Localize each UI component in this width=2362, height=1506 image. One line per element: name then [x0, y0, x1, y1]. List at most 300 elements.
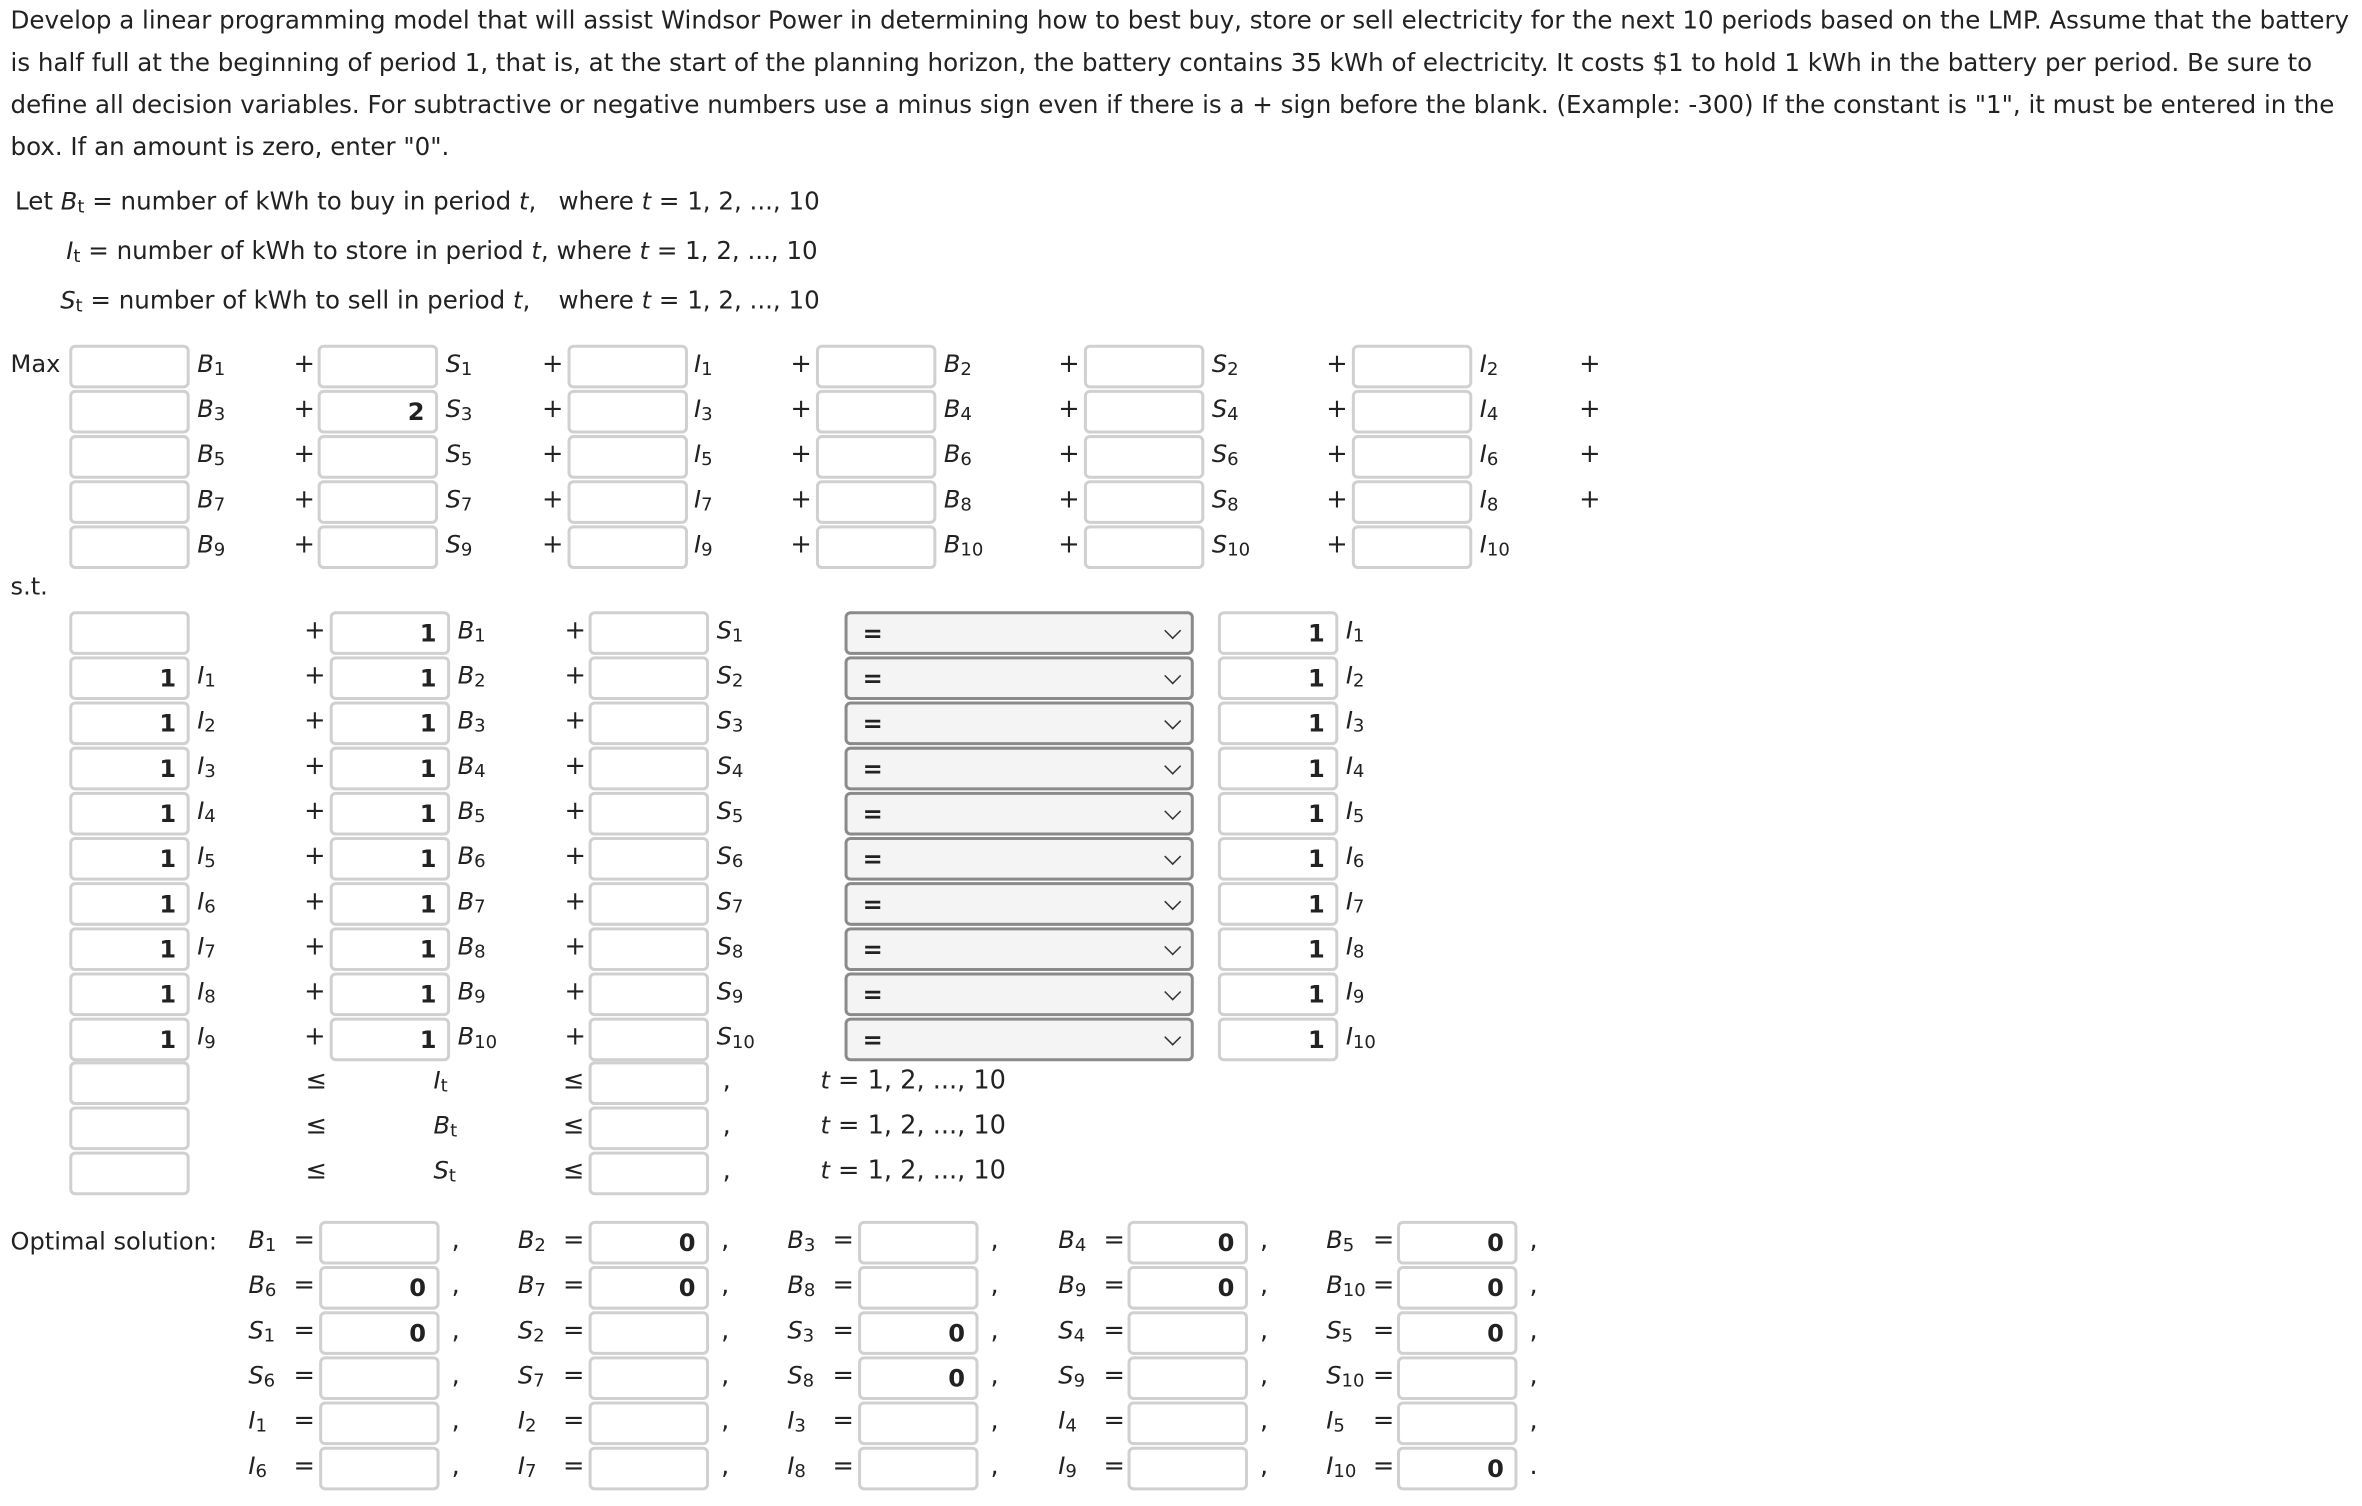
variable-label: $I_6$: [1479, 439, 1499, 470]
equals-sign: =: [1372, 1225, 1395, 1256]
solution-value-input[interactable]: 0: [319, 1311, 439, 1355]
period-var: t: [820, 1065, 830, 1095]
let-label: Let: [15, 186, 53, 216]
plus-sign: +: [790, 394, 812, 425]
constraint-sell-coef[interactable]: [589, 882, 709, 926]
objective-coef-input[interactable]: [568, 390, 688, 434]
equals-sign: =: [1372, 1406, 1395, 1437]
equals-sign: =: [293, 1451, 316, 1482]
variable-label: $I_1$: [1345, 615, 1365, 646]
relation-dropdown[interactable]: [845, 656, 1194, 700]
plus-sign: +: [293, 529, 316, 561]
objective-coef-input[interactable]: [816, 480, 936, 524]
variable-label: $B_6$: [943, 439, 972, 470]
constraint-buy-coef[interactable]: 1: [330, 927, 450, 971]
comma: ,: [1529, 1315, 1538, 1346]
variable-label: $I_3$: [197, 751, 216, 782]
comma: ,: [990, 1451, 999, 1482]
constraint-sell-coef[interactable]: [589, 837, 709, 881]
solution-value-input[interactable]: [319, 1356, 439, 1400]
equals-sign: =: [563, 1225, 585, 1256]
variable-label: $S_2$: [517, 1315, 545, 1346]
chevron-down-icon: [1164, 938, 1181, 955]
solution-value-input[interactable]: 0: [589, 1266, 709, 1310]
range-text: = 1, 2, ..., 10: [829, 1110, 1006, 1142]
solution-value-input[interactable]: [858, 1402, 978, 1446]
relation-dropdown[interactable]: [845, 927, 1194, 971]
relation-value: =: [862, 618, 883, 648]
equals-sign: =: [1372, 1270, 1395, 1301]
constraint-buy-coef[interactable]: 1: [330, 792, 450, 836]
variable-label: $I_7$: [197, 931, 216, 962]
objective-coef-input[interactable]: [568, 525, 688, 569]
objective-coef-input[interactable]: [318, 480, 438, 524]
objective-coef-input[interactable]: [816, 345, 936, 389]
comma: ,: [722, 1065, 731, 1096]
objective-coef-input[interactable]: [1084, 345, 1204, 389]
objective-coef-input[interactable]: 2: [318, 390, 438, 434]
variable-label: $B_1$: [197, 349, 226, 380]
plus-sign: +: [1326, 484, 1348, 515]
variable-label: $S_{10}$: [1326, 1360, 1365, 1391]
solution-value-input[interactable]: [319, 1447, 439, 1491]
constraint-inventory-coef[interactable]: [69, 611, 189, 655]
objective-coef-input[interactable]: [1352, 525, 1472, 569]
constraint-rhs-coef[interactable]: 1: [1218, 837, 1338, 881]
constraint-sell-coef[interactable]: [589, 927, 709, 971]
variable-label: $S_6$: [716, 841, 744, 872]
objective-coef-input[interactable]: [816, 525, 936, 569]
solution-value-input[interactable]: [1397, 1402, 1517, 1446]
equals-sign: =: [1372, 1360, 1395, 1391]
variable-label: $B_{10}$: [943, 529, 984, 561]
chevron-down-icon: [1164, 622, 1181, 639]
range-text: = 1, 2, ..., 10: [829, 1065, 1006, 1096]
variable-label: $S_7$: [517, 1360, 545, 1391]
plus-sign: +: [1058, 529, 1080, 561]
objective-coef-input[interactable]: [69, 525, 189, 569]
objective-coef-input[interactable]: [1084, 525, 1204, 569]
variable-label: $B_6$: [457, 841, 486, 872]
comma: ,: [1260, 1270, 1269, 1301]
constraint-inventory-coef[interactable]: 1: [69, 792, 189, 836]
solution-value-input[interactable]: [1128, 1402, 1248, 1446]
equals-sign: =: [1103, 1225, 1125, 1256]
objective-coef-input[interactable]: [568, 480, 688, 524]
variable-label: $S_3$: [716, 706, 744, 737]
variable-label: $I_7$: [1345, 886, 1365, 917]
variable-label: $I_9$: [1345, 977, 1365, 1008]
less-equal-sign: ≤: [563, 1110, 585, 1142]
constraint-buy-coef[interactable]: 1: [330, 972, 450, 1016]
relation-dropdown[interactable]: [845, 611, 1194, 655]
solution-value-input[interactable]: 0: [1397, 1311, 1517, 1355]
plus-sign: +: [541, 529, 564, 561]
variable-label: $B_5$: [197, 439, 226, 470]
constraint-rhs-coef[interactable]: 1: [1218, 656, 1338, 700]
bound-lower-input[interactable]: [69, 1152, 189, 1196]
objective-coef-input[interactable]: [69, 480, 189, 524]
plus-sign: +: [1579, 484, 1601, 515]
variable-label: $B_5$: [1326, 1225, 1355, 1256]
definition-sell-text: = number of kWh to sell in period: [90, 286, 506, 315]
constraint-sell-coef[interactable]: [589, 972, 709, 1016]
plus-sign: +: [304, 1022, 326, 1053]
constraint-rhs-coef[interactable]: 1: [1218, 702, 1338, 746]
variable-label: $B_t$: [433, 1110, 458, 1142]
plus-sign: +: [564, 841, 586, 872]
range-text: = 1, 2, ..., 10: [658, 286, 820, 315]
variable-label: $S_1$: [716, 615, 744, 646]
plus-sign: +: [1326, 439, 1348, 470]
solution-value-input[interactable]: [1397, 1356, 1517, 1400]
objective-label: Max: [10, 349, 61, 378]
equals-sign: =: [832, 1406, 854, 1437]
solution-value-input[interactable]: [1128, 1356, 1248, 1400]
plus-sign: +: [541, 439, 564, 470]
equals-sign: =: [832, 1225, 854, 1256]
variable-label: $I_1$: [197, 660, 216, 691]
plus-sign: +: [304, 796, 326, 827]
constraint-rhs-coef[interactable]: 1: [1218, 882, 1338, 926]
variable-label: $I_4$: [1479, 394, 1499, 425]
plus-sign: +: [564, 931, 586, 962]
relation-dropdown[interactable]: [845, 882, 1194, 926]
less-equal-sign: ≤: [305, 1065, 328, 1096]
definition-sell: $S_t$ = number of kWh to sell in period t,: [60, 286, 531, 317]
relation-dropdown[interactable]: [845, 1018, 1194, 1062]
constraint-buy-coef[interactable]: 1: [330, 611, 450, 655]
objective-coef-input[interactable]: [318, 525, 438, 569]
variable-label: $I_1$: [248, 1406, 267, 1437]
variable-label: $S_9$: [716, 977, 744, 1008]
equals-sign: =: [563, 1315, 585, 1346]
comma: ,: [1529, 1270, 1538, 1301]
constraint-sell-coef[interactable]: [589, 1018, 709, 1062]
variable-label: $B_4$: [943, 394, 972, 425]
period-var: t: [513, 286, 523, 315]
constraint-inventory-coef[interactable]: 1: [69, 747, 189, 791]
variable-label: $B_3$: [457, 706, 486, 737]
variable-label: $I_{10}$: [1326, 1451, 1357, 1482]
variable-label: $I_9$: [693, 529, 713, 561]
solution-value-input[interactable]: 0: [1397, 1266, 1517, 1310]
definition-store: $I_t$ = number of kWh to store in period t, where t = 1, 2, ..., 10: [66, 236, 818, 267]
variable-label: $S_6$: [248, 1360, 276, 1391]
variable-label: $S_4$: [716, 751, 744, 782]
plus-sign: +: [1579, 349, 1601, 380]
problem-statement: Develop a linear programming model that will assist Windsor Power in determining how to best buy, store or sell electricity for the next 10 periods based on the LMP. Assume that the battery is half full at the beginning of period 1, that is, at the start of the planning horizon, the battery contains 35 kWh of electricity. It costs $1 to hold 1 kWh in the battery per period. Be sure to define all decision variables. For subtractive or negative numbers use a minus sign even if there is a + sign before the blank. (Example: -300) If the constant is "1", it must be entered in the box. If an amount is zero, enter "0".: [10, 6, 2350, 162]
relation-dropdown[interactable]: [845, 702, 1194, 746]
comma: ,: [451, 1360, 460, 1391]
relation-dropdown[interactable]: [845, 837, 1194, 881]
variable-label: $B_9$: [1058, 1270, 1087, 1301]
plus-sign: +: [1058, 349, 1080, 380]
range-text: = 1, 2, ..., 10: [656, 236, 818, 265]
period-var: t: [531, 236, 541, 265]
variable-label: $I_3$: [1345, 706, 1365, 737]
constraint-inventory-coef[interactable]: 1: [69, 927, 189, 971]
solution-value-input[interactable]: [319, 1402, 439, 1446]
constraint-rhs-coef[interactable]: 1: [1218, 972, 1338, 1016]
solution-value-input[interactable]: 0: [1128, 1221, 1248, 1265]
solution-value-input[interactable]: [1128, 1447, 1248, 1491]
equals-sign: =: [832, 1315, 854, 1346]
solution-label: Optimal solution:: [10, 1226, 217, 1256]
solution-value-input[interactable]: [589, 1447, 709, 1491]
constraint-buy-coef[interactable]: 1: [330, 1018, 450, 1062]
variable-label: $B_9$: [457, 977, 486, 1008]
comma: ,: [1260, 1225, 1269, 1256]
definition-buy: Let $B_t$ = number of kWh to buy in period t,: [15, 186, 537, 217]
constraint-sell-coef[interactable]: [589, 792, 709, 836]
equals-sign: =: [293, 1270, 316, 1301]
period: .: [1529, 1451, 1538, 1482]
definition-sell-range: [559, 286, 820, 315]
chevron-down-icon: [1164, 848, 1181, 865]
range-text: = 1, 2, ..., 10: [829, 1156, 1006, 1187]
constraints-label: s.t.: [10, 572, 48, 601]
comma: ,: [990, 1225, 999, 1256]
variable-label: $I_7$: [693, 484, 713, 515]
period-var: t: [820, 1110, 830, 1140]
constraint-sell-coef[interactable]: [589, 702, 709, 746]
constraint-sell-coef[interactable]: [589, 656, 709, 700]
constraint-inventory-coef[interactable]: 1: [69, 972, 189, 1016]
period-var: t: [641, 186, 652, 216]
objective-coef-input[interactable]: [1352, 390, 1472, 434]
variable-label: $I_3$: [787, 1406, 806, 1437]
bound-upper-input[interactable]: [589, 1106, 709, 1150]
constraint-buy-coef[interactable]: 1: [330, 837, 450, 881]
variable-label: $I_3$: [693, 394, 713, 425]
period-range: [820, 1066, 1006, 1096]
equals-sign: =: [832, 1360, 854, 1391]
variable-label: $I_4$: [197, 796, 216, 827]
variable-label: $B_1$: [248, 1225, 277, 1256]
range-text: = 1, 2, ..., 10: [658, 186, 820, 216]
constraint-inventory-coef[interactable]: 1: [69, 837, 189, 881]
chevron-down-icon: [1164, 758, 1181, 775]
variable-label: $I_2$: [517, 1406, 537, 1437]
relation-dropdown[interactable]: [845, 972, 1194, 1016]
variable-label: $S_4$: [1058, 1315, 1086, 1346]
objective-coef-input[interactable]: [568, 435, 688, 479]
comma: ,: [1260, 1315, 1269, 1346]
variable-label: $I_2$: [197, 706, 216, 737]
plus-sign: +: [293, 349, 316, 380]
objective-coef-input[interactable]: [69, 345, 189, 389]
constraint-sell-coef[interactable]: [589, 611, 709, 655]
solution-value-input[interactable]: 0: [589, 1221, 709, 1265]
comma: ,: [990, 1270, 999, 1301]
chevron-down-icon: [1164, 803, 1181, 820]
constraint-buy-coef[interactable]: 1: [330, 656, 450, 700]
objective-coef-input[interactable]: [318, 345, 438, 389]
variable-label: $I_6$: [248, 1451, 267, 1482]
plus-sign: +: [541, 394, 564, 425]
variable-label: $I_5$: [197, 841, 216, 872]
plus-sign: +: [1058, 394, 1080, 425]
equals-sign: =: [1103, 1451, 1125, 1482]
variable-label: $B_2$: [517, 1225, 546, 1256]
plus-sign: +: [790, 349, 812, 380]
constraint-rhs-coef[interactable]: 1: [1218, 792, 1338, 836]
equals-sign: =: [1103, 1406, 1125, 1437]
constraint-buy-coef[interactable]: 1: [330, 882, 450, 926]
definition-buy-range: [559, 187, 820, 216]
plus-sign: +: [304, 615, 326, 646]
less-equal-sign: ≤: [563, 1156, 585, 1187]
comma: ,: [721, 1451, 730, 1482]
chevron-down-icon: [1164, 1029, 1181, 1046]
bound-upper-input[interactable]: [589, 1152, 709, 1196]
solution-value-input[interactable]: 0: [1397, 1447, 1517, 1491]
variable-label: $S_8$: [1211, 484, 1239, 515]
bound-lower-input[interactable]: [69, 1106, 189, 1150]
variable-label: $I_5$: [1345, 796, 1365, 827]
solution-value-input[interactable]: [858, 1221, 978, 1265]
variable-label: $S_2$: [716, 660, 744, 691]
objective-coef-input[interactable]: [1352, 480, 1472, 524]
variable-label: $I_5$: [1326, 1406, 1345, 1437]
objective-coef-input[interactable]: [1084, 390, 1204, 434]
equals-sign: =: [832, 1270, 854, 1301]
equals-sign: =: [293, 1360, 316, 1391]
relation-value: =: [862, 663, 883, 693]
plus-sign: +: [304, 977, 326, 1008]
variable-label: $B_7$: [197, 484, 226, 515]
variable-label: $S_t$: [433, 1156, 456, 1187]
equals-sign: =: [1372, 1315, 1395, 1346]
var-buy: $B_t$: [60, 186, 85, 217]
relation-value: =: [862, 709, 883, 738]
solution-value-input[interactable]: 0: [319, 1266, 439, 1310]
objective-coef-input[interactable]: [1352, 345, 1472, 389]
variable-label: $S_2$: [1211, 349, 1239, 380]
objective-coef-input[interactable]: [816, 390, 936, 434]
plus-sign: +: [790, 439, 812, 470]
objective-coef-input[interactable]: [568, 345, 688, 389]
plus-sign: +: [1058, 439, 1080, 470]
plus-sign: +: [541, 349, 564, 380]
equals-sign: =: [832, 1451, 854, 1482]
solution-value-input[interactable]: [589, 1402, 709, 1446]
objective-coef-input[interactable]: [69, 390, 189, 434]
chevron-down-icon: [1164, 713, 1181, 730]
var-sell: $S_t$: [60, 286, 83, 317]
constraint-inventory-coef[interactable]: 1: [69, 656, 189, 700]
plus-sign: +: [304, 660, 326, 691]
where-label: where: [558, 286, 634, 315]
solution-value-input[interactable]: 0: [858, 1311, 978, 1355]
relation-dropdown[interactable]: [845, 792, 1194, 836]
constraint-rhs-coef[interactable]: 1: [1218, 611, 1338, 655]
variable-label: $B_7$: [457, 886, 486, 917]
equals-sign: =: [1103, 1270, 1125, 1301]
variable-label: $I_8$: [1345, 931, 1365, 962]
constraint-rhs-coef[interactable]: 1: [1218, 1018, 1338, 1062]
variable-label: $I_{10}$: [1479, 529, 1510, 561]
comma: ,: [451, 1451, 460, 1482]
plus-sign: +: [564, 706, 586, 737]
constraint-inventory-coef[interactable]: 1: [69, 702, 189, 746]
definition-buy-text: = number of kWh to buy in period: [92, 186, 512, 216]
var-store: $I_t$: [66, 236, 81, 267]
plus-sign: +: [564, 886, 586, 917]
constraint-inventory-coef[interactable]: 1: [69, 1018, 189, 1062]
equals-sign: =: [293, 1315, 316, 1346]
objective-coef-input[interactable]: [1352, 435, 1472, 479]
solution-value-input[interactable]: [589, 1356, 709, 1400]
solution-value-input[interactable]: [858, 1266, 978, 1310]
comma: ,: [451, 1270, 460, 1301]
bound-lower-input[interactable]: [69, 1061, 189, 1105]
solution-value-input[interactable]: [1128, 1311, 1248, 1355]
equals-sign: =: [563, 1270, 585, 1301]
objective-coef-input[interactable]: [1084, 480, 1204, 524]
constraint-sell-coef[interactable]: [589, 747, 709, 791]
solution-value-input[interactable]: 0: [1397, 1221, 1517, 1265]
comma: ,: [1529, 1360, 1538, 1391]
solution-value-input[interactable]: [589, 1311, 709, 1355]
plus-sign: +: [293, 394, 316, 425]
variable-label: $B_4$: [457, 751, 486, 782]
bound-upper-input[interactable]: [589, 1061, 709, 1105]
plus-sign: +: [1058, 484, 1080, 515]
variable-label: $S_7$: [716, 886, 744, 917]
constraint-inventory-coef[interactable]: 1: [69, 882, 189, 926]
where-label: where: [558, 186, 634, 216]
variable-label: $I_4$: [1058, 1406, 1077, 1437]
solution-value-input[interactable]: 0: [858, 1356, 978, 1400]
period-var: t: [641, 286, 652, 315]
variable-label: $S_5$: [716, 796, 744, 827]
variable-label: $S_4$: [1211, 394, 1239, 425]
solution-value-input[interactable]: 0: [1128, 1266, 1248, 1310]
relation-value: =: [862, 799, 883, 828]
variable-label: $I_2$: [1345, 660, 1365, 691]
chevron-down-icon: [1164, 667, 1181, 684]
solution-value-input[interactable]: [319, 1221, 439, 1265]
solution-value-input[interactable]: [858, 1447, 978, 1491]
equals-sign: =: [293, 1225, 316, 1256]
variable-label: $S_9$: [1058, 1360, 1086, 1391]
variable-label: $I_6$: [1345, 841, 1365, 872]
relation-value: =: [862, 889, 883, 919]
equals-sign: =: [563, 1406, 585, 1437]
constraint-buy-coef[interactable]: 1: [330, 747, 450, 791]
objective-coef-input[interactable]: [816, 435, 936, 479]
objective-coef-input[interactable]: [1084, 435, 1204, 479]
variable-label: $I_8$: [197, 977, 216, 1008]
plus-sign: +: [304, 841, 326, 872]
period-range: [820, 1111, 1006, 1141]
constraint-rhs-coef[interactable]: 1: [1218, 927, 1338, 971]
plus-sign: +: [304, 886, 326, 917]
plus-sign: +: [564, 977, 586, 1008]
variable-label: $B_1$: [457, 615, 486, 646]
plus-sign: +: [1326, 529, 1348, 561]
comma: ,: [722, 1156, 731, 1187]
constraint-rhs-coef[interactable]: 1: [1218, 747, 1338, 791]
constraint-buy-coef[interactable]: 1: [330, 702, 450, 746]
relation-dropdown[interactable]: [845, 747, 1194, 791]
objective-coef-input[interactable]: [318, 435, 438, 479]
objective-coef-input[interactable]: [69, 435, 189, 479]
comma: ,: [722, 1110, 731, 1142]
period-var: t: [820, 1156, 830, 1185]
